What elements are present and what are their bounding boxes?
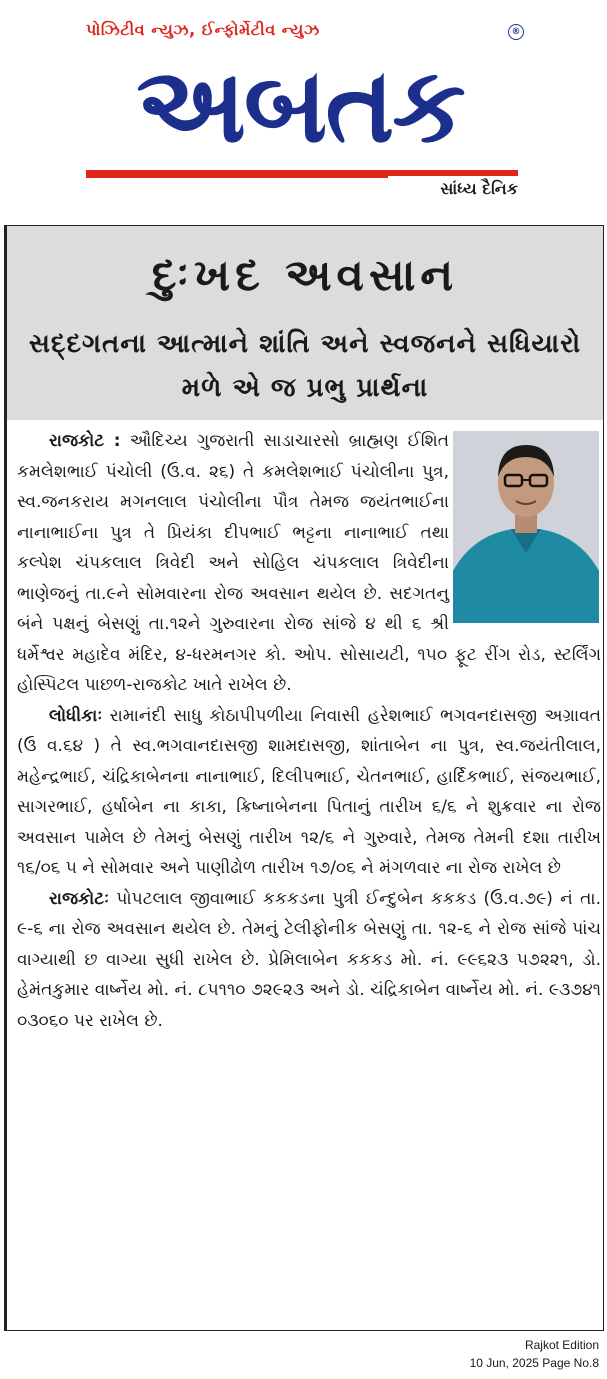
notice-header [7, 226, 603, 420]
masthead-tagline: પોઝિટીવ ન્યુઝ, ઈન્ફોર્મેટીવ ન્યુઝ [86, 20, 320, 39]
entry-text: રામાનંદી સાધુ કોઠાપીપળીયા નિવાસી હરેશભાઈ ભગવનદાસજી અગ્રાવત (ઉ વ.૬૪ ) તે સ્વ.ભગવાનદાસજી શામદાસજી, શાંતાબેન ના પુત્ર, સ્વ.જયંતીલાલ, મહેન્દ્રભાઈ, ચંદ્રિકાબેનના નાનાભાઈ, દિલીપભાઈ, ચેતનભાઈ, હાર્દિકભાઈ, સંજયભાઈ, સાગરભાઈ, હર્ષાબેન ના કાકા, ક્રિષ્નાબેનના પિતાનું તારીખ ૬/૬ ને શુક્રવાર ના રોજ અવસાન પામેલ છે તેમનું બેસણું તારીખ ૧૨/૬ ને ગુરુવારે, તેમજ તેમની દશા તારીખ ૧૬/૦૬ ૫ ને સોમવાર અને પાણીઢોળ તારીખ ૧૭/૦૬ ને મંગળવાર ના રોજ રાખેલ છે [17, 705, 601, 878]
masthead-subbrand: સાંધ્ય દૈનિક [388, 176, 518, 202]
obituary-entry-rajkot-2 [17, 884, 601, 1037]
newspaper-logo: અબતક [136, 44, 464, 166]
masthead [0, 0, 607, 210]
registered-mark-icon: ® [508, 24, 524, 40]
edition-date-page: 10 Jun, 2025 Page No.8 [469, 1356, 599, 1370]
entry-text: ઔદિચ્ય ગુજરાતી સાડાચારસો બ્રાહ્મણ ઈશિત કમલેશભાઈ પંચોલી (ઉ.વ. ૨૬) તે કમલેશભાઈ પંચોલીના પુત્ર, સ્વ.જનકરાય મગનલાલ પંચોલીના પૌત્ર તેમજ જયંતભાઈના નાનાભાઈના પુત્ર તે પ્રિયંકા દીપભાઈ ભટ્ટના નાનાભાઈ તથા કલ્પેશ ચંપકલાલ ત્રિવેદી અને સોહિલ ચંપકલાલ ત્રિવેદીના ભાણેજનું તા.૯ને સોમવારના રોજ અવસાન થયેલ છે. સદગતનુ બંને પક્ષનું બેસણું તા.૧૨ને ગુરુવારના રોજ સાંજે ૪ થી ૬ શ્રી ધર્મેશ્વર મહાદેવ મંદિર, ૪-ધરમનગર કો. ઓપ. સોસાયટી, ૧૫૦ ફૂટ રીંગ રોડ, સ્ટર્લિંગ હોસ્પિટલ પાછળ-રાજકોટ ખાતે રાખેલ છે. [17, 431, 601, 695]
notice-heading: દુઃખદ અવસાન [151, 250, 459, 301]
obituary-entry-lodhika [17, 701, 601, 884]
notice-subheading: સદ્દગતના આત્માને શાંતિ અને સ્વજનને સધિયારો મળે એ જ પ્રભુ પ્રાર્થના [28, 329, 582, 403]
entry-location: લોધીકાઃ [49, 705, 103, 726]
photo-spacer [449, 426, 601, 624]
edition-name: Rajkot Edition [524, 1338, 599, 1352]
entry-text: પોપટલાલ જીવાભાઈ કકકડના પુત્રી ઈન્દુબેન કકકડ (ઉ.વ.૭૯) નં તા. ૯-૬ ના રોજ અવસાન થયેલ છે. તેમનું ટેલીફોનીક બેસણું તા. ૧૨-૬ ને રોજ સાંજે પાંચ વાગ્યાથી છ વાગ્યા સુધી રાખેલ છે. પ્રેમિલાબેન કકકડ મો. નં. ૯૯૬૨૩ ૫૭૨૨૧, ડો. હેમંતકુમાર વાર્ષ્નેય મો. નં. ૮૫૧૧૦ ૭૨૯૨૩ અને ડો. ચંદ્રિકાબેન વાર્ષ્નેય મો. નં. ૯૩૭૪૧ ૦૩૦૬૦ પર રાખેલ છે. [17, 888, 601, 1031]
entry-location: રાજકોટ : [49, 431, 121, 451]
edition-info [470, 1336, 599, 1372]
notice-body [17, 426, 601, 1036]
obituary-notice [4, 225, 604, 1331]
entry-location: રાજકોટઃ [49, 888, 110, 909]
